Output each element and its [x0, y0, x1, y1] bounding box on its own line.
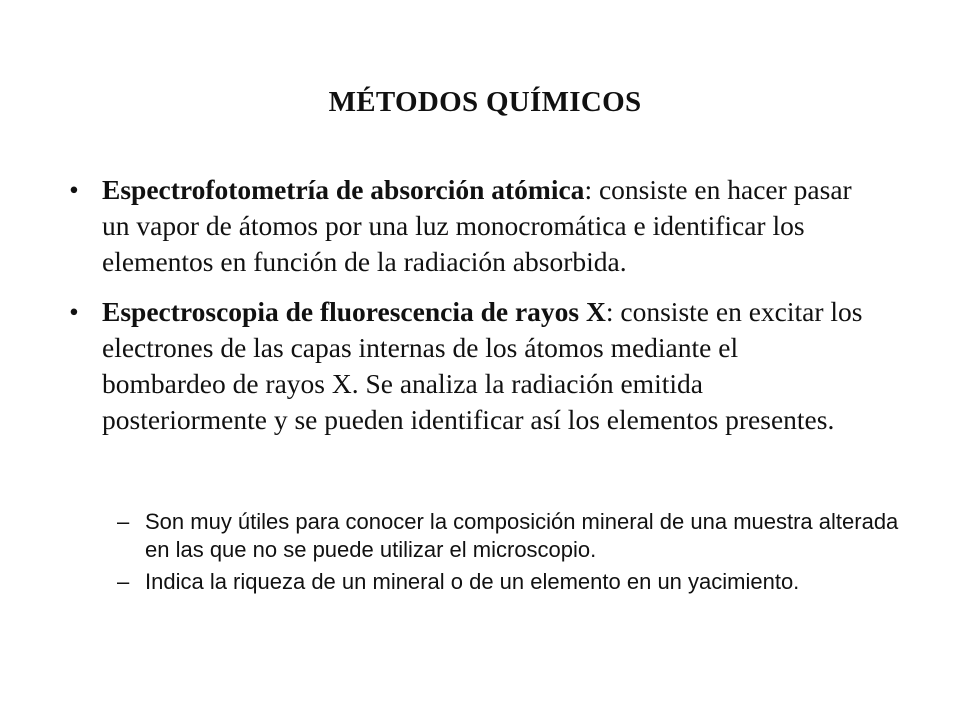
bullet-text: : consiste en excitar los electrones de las capas internas de los átomos mediante el bombardeo de rayos X. Se analiza la radiación emitida posteriormente y se pueden identificar así los elementos presentes.	[102, 296, 863, 435]
subbullet-item	[117, 568, 917, 596]
slide-title: MÉTODOS QUÍMICOS	[328, 86, 642, 118]
bullet-dot-icon: •	[69, 174, 79, 205]
dash-icon: –	[117, 569, 130, 594]
subbullet-item	[117, 508, 917, 564]
bullet-item-fluorescencia-rayos-x	[64, 294, 864, 438]
bullet-dot-icon: •	[69, 296, 79, 327]
bullet-text: : consiste en hacer pasar un vapor de átomos por una luz monocromática e identificar los elementos en función de la radiación absorbida.	[102, 174, 852, 277]
bullet-item-absorcion-atomica	[64, 172, 864, 280]
dash-icon: –	[117, 509, 130, 534]
subbullet-text: Son muy útiles para conocer la composición mineral de una muestra alterada en las que no se puede utilizar el microscopio.	[145, 509, 899, 562]
bullet-term: Espectroscopia de fluorescencia de rayos X	[102, 296, 606, 327]
bullet-list	[64, 172, 864, 452]
bullet-term: Espectrofotometría de absorción atómica	[102, 174, 585, 205]
subbullet-list	[117, 508, 917, 600]
subbullet-text: Indica la riqueza de un mineral o de un elemento en un yacimiento.	[145, 569, 800, 594]
